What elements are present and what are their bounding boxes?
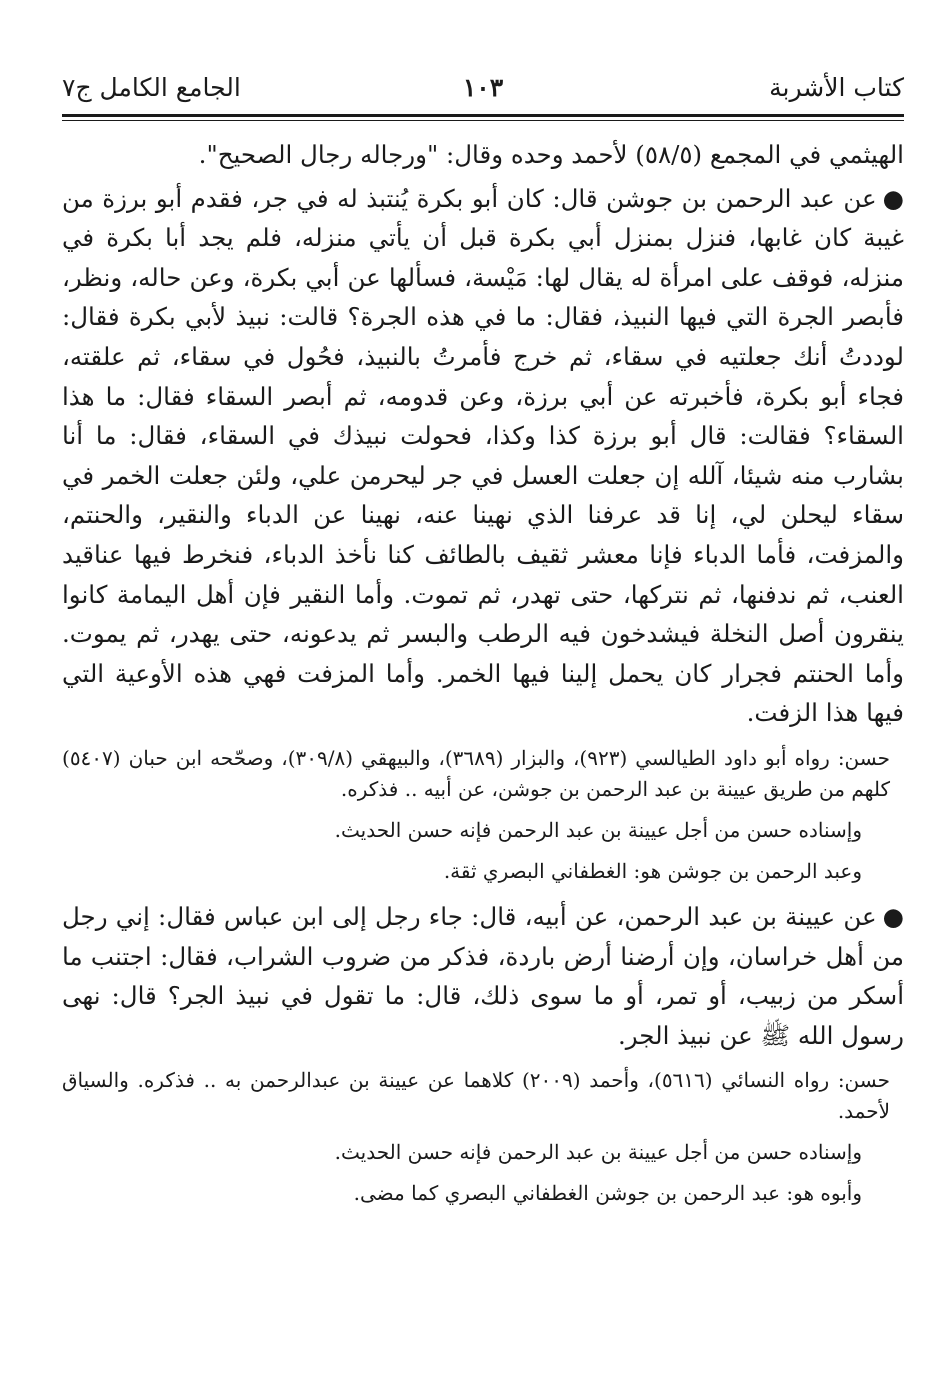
- isnad-note: [62, 1137, 904, 1168]
- note-text: حسن: رواه أبو داود الطيالسي (٩٢٣)، والبزار (٣٦٨٩)، والبيهقي (٣٠٩/٨)، وصحّحه ابن حبان (٥٤٠٧) كلهم من طريق عيينة بن عبد الرحمن بن جوشن، عن أبيه .. فذكره.: [62, 745, 890, 801]
- note-text: وأبوه هو: عبد الرحمن بن جوشن الغطفاني البصري كما مضى.: [353, 1181, 862, 1206]
- takhrij-note: [62, 743, 904, 805]
- hadith-paragraph: [62, 179, 904, 733]
- narrator-note: [62, 856, 904, 887]
- book-page: [62, 70, 904, 1209]
- paragraph-text: عن عيينة بن عبد الرحمن، عن أبيه، قال: جاء رجل إلى ابن عباس فقال: إني رجل من أهل خراسان، وإن أرضنا أرض باردة، فذكر من ضروب الشراب، فقال: اجتنب ما أسكر من زبيب، أو تمر، أو ما سوى ذلك، قال: ما تقول في نبيذ الجر؟ قال: نهى رسول الله ﷺ عن نبيذ الجر.: [62, 901, 904, 1050]
- note-text: وإسناده حسن من أجل عيينة بن عبد الرحمن فإنه حسن الحديث.: [334, 1140, 862, 1165]
- isnad-note: [62, 815, 904, 846]
- note-text: وعبد الرحمن بن جوشن هو: الغطفاني البصري ثقة.: [443, 858, 862, 883]
- chapter-title: كتاب الأشربة: [769, 73, 904, 102]
- hadith-paragraph: [62, 897, 904, 1055]
- page-header: [62, 70, 904, 106]
- header-rule-thin: [62, 120, 904, 121]
- paragraph-text: عن عبد الرحمن بن جوشن قال: كان أبو بكرة يُنتبذ له في جر، فقدم أبو برزة من غيبة كان غابها، فنزل بمنزل أبي بكرة قبل أن يأتي منزله، فلم يجد أبا بكرة في منزله، فوقف على امرأة له يقال لها: مَيْسة، فسألها عن أبي بكرة، وعن حاله، ونظر، فأبصر الجرة التي فيها النبيذ، فقال: ما في هذه الجرة؟ قالت: نبيذ لأبي بكرة فقال: لوددتُ أنك جعلتيه في سقاء، ثم خرج فأمرتُ بالنبيذ، فحُول في سقاء، ثم علقته، فجاء أبو بكرة، فأخبرته عن أبي برزة، وعن قدومه، ثم أبصر السقاء فقال: ما هذا السقاء؟ فقالت: قال أبو برزة كذا وكذا، فحولت نبيذك في السقاء، فقال: ما أنا بشارب منه شيئا، آلله إن جعلت العسل في جر ليحرمن علي، ولئن جعلت الخمر في سقاء ليحلن لي، إنا قد عرفنا الذي نهينا عنه، نهينا عن الدباء والنقير، والحنتم، والمزفت، فأما الدباء فإنا معشر ثقيف بالطائف كنا نأخذ الدباء، فنخرط فيها عناقيد العنب، ثم ندفنها، ثم نتركها، حتى تهدر، ثم تموت. وأما النقير فإن أهل اليمامة كانوا ينقرون أصل النخلة فيشدخون فيه الرطب والبسر ثم يدعونه، حتى يهدر، ثم يموت. وأما الحنتم فجرار كان يحمل إلينا فيها الخمر. وأما المزفت فهي هذه الأوعية التي فيها هذا الزفت.: [62, 183, 904, 728]
- bullet-dot-icon: ●: [882, 183, 904, 213]
- takhrij-note: [62, 1065, 904, 1127]
- bullet-dot-icon: ●: [882, 901, 904, 931]
- note-text: وإسناده حسن من أجل عيينة بن عبد الرحمن فإنه حسن الحديث.: [334, 817, 862, 842]
- paragraph-text: الهيثمي في المجمع (٥٨/٥) لأحمد وحده وقال: "ورجاله رجال الصحيح".: [198, 140, 904, 169]
- page-number: ١٠٣: [462, 73, 504, 102]
- book-volume-title: الجامع الكامل ج٧: [62, 73, 241, 102]
- narrator-note: [62, 1178, 904, 1209]
- continuation-paragraph: [62, 135, 904, 175]
- header-rule-thick: [62, 114, 904, 117]
- page-body: [62, 135, 904, 1209]
- note-text: حسن: رواه النسائي (٥٦١٦)، وأحمد (٢٠٠٩) كلاهما عن عيينة بن عبدالرحمن به .. فذكره. والسياق لأحمد.: [62, 1068, 890, 1124]
